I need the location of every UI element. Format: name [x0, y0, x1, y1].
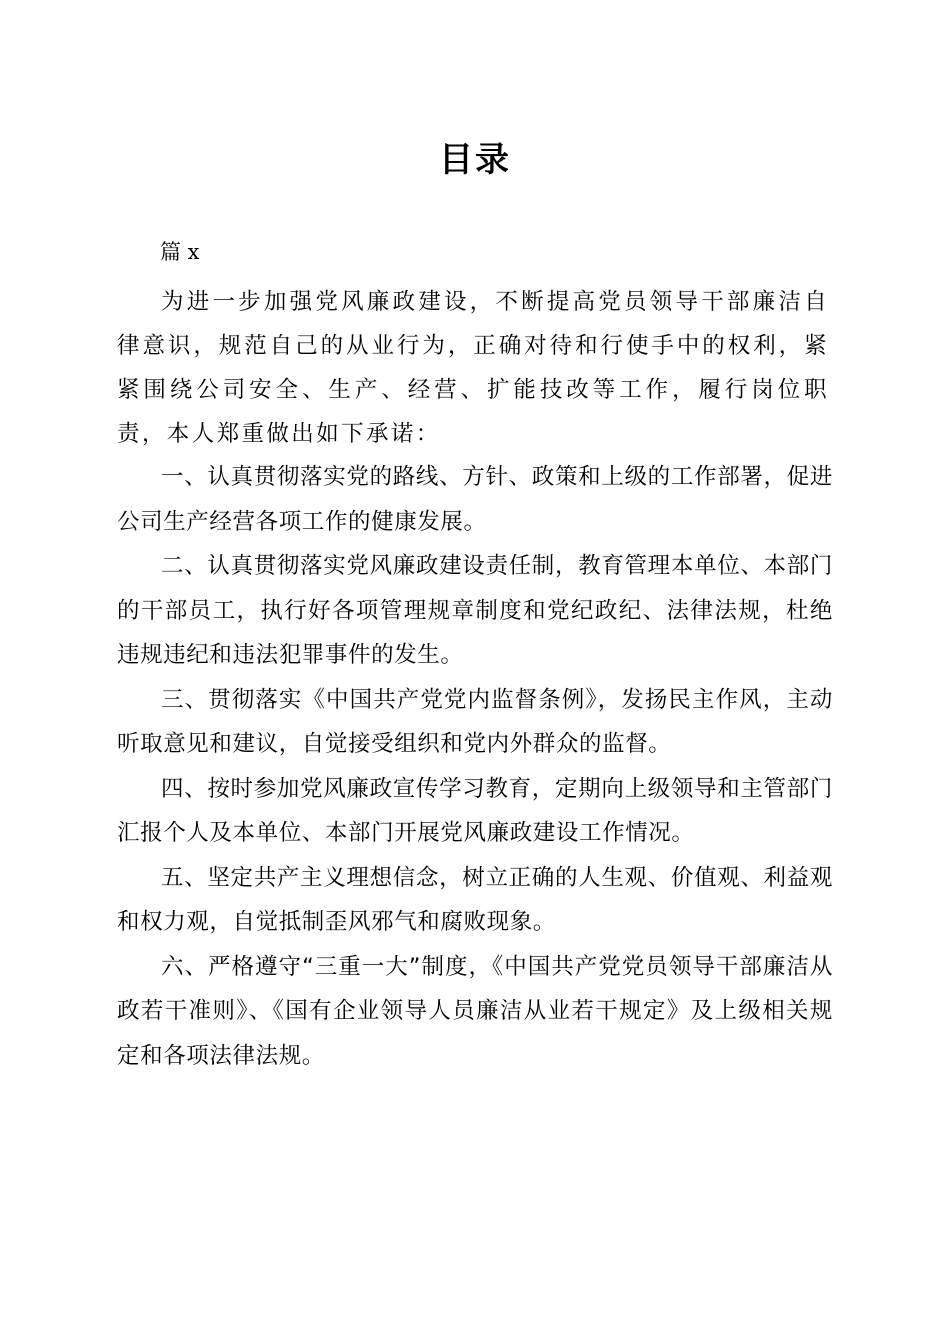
commitment-item: 三、贯彻落实《中国共产党党内监督条例》，发扬民主作风，主动听取意见和建议，自觉接受组织和党内外群众的监督。	[117, 686, 833, 757]
commitment-item: 二、认真贯彻落实党风廉政建设责任制，教育管理本单位、本部门的干部员工，执行好各项管理规章制度和党纪政纪、法律法规，杜绝违规违纪和违法犯罪事件的发生。	[117, 553, 833, 668]
intro-paragraph: 为进一步加强党风廉政建设，不断提高党员领导干部廉洁自律意识，规范自己的从业行为，正确对待和行使手中的权利，紧紧围绕公司安全、生产、经营、扩能技改等工作，履行岗位职责，本人郑重做出如下承诺：	[117, 289, 829, 447]
commitment-item: 五、坚定共产主义理想信念，树立正确的人生观、价值观、利益观和权力观，自觉抵制歪风邪气和腐败现象。	[117, 864, 833, 935]
commitment-item: 一、认真贯彻落实党的路线、方针、政策和上级的工作部署，促进公司生产经营各项工作的健康发展。	[117, 464, 833, 535]
commitment-list	[117, 455, 833, 1078]
commitment-item: 六、严格遵守“三重一大”制度，《中国共产党党员领导干部廉洁从政若干准则》、《国有企业领导人员廉洁从业若干规定》及上级相关规定和各项法律法规。	[117, 953, 833, 1069]
commitment-item: 四、按时参加党风廉政宣传学习教育，定期向上级领导和主管部门汇报个人及本单位、本部门开展党风廉政建设工作情况。	[117, 775, 833, 846]
section-label: 篇 x	[160, 240, 200, 264]
page-title: 目录	[439, 140, 511, 180]
